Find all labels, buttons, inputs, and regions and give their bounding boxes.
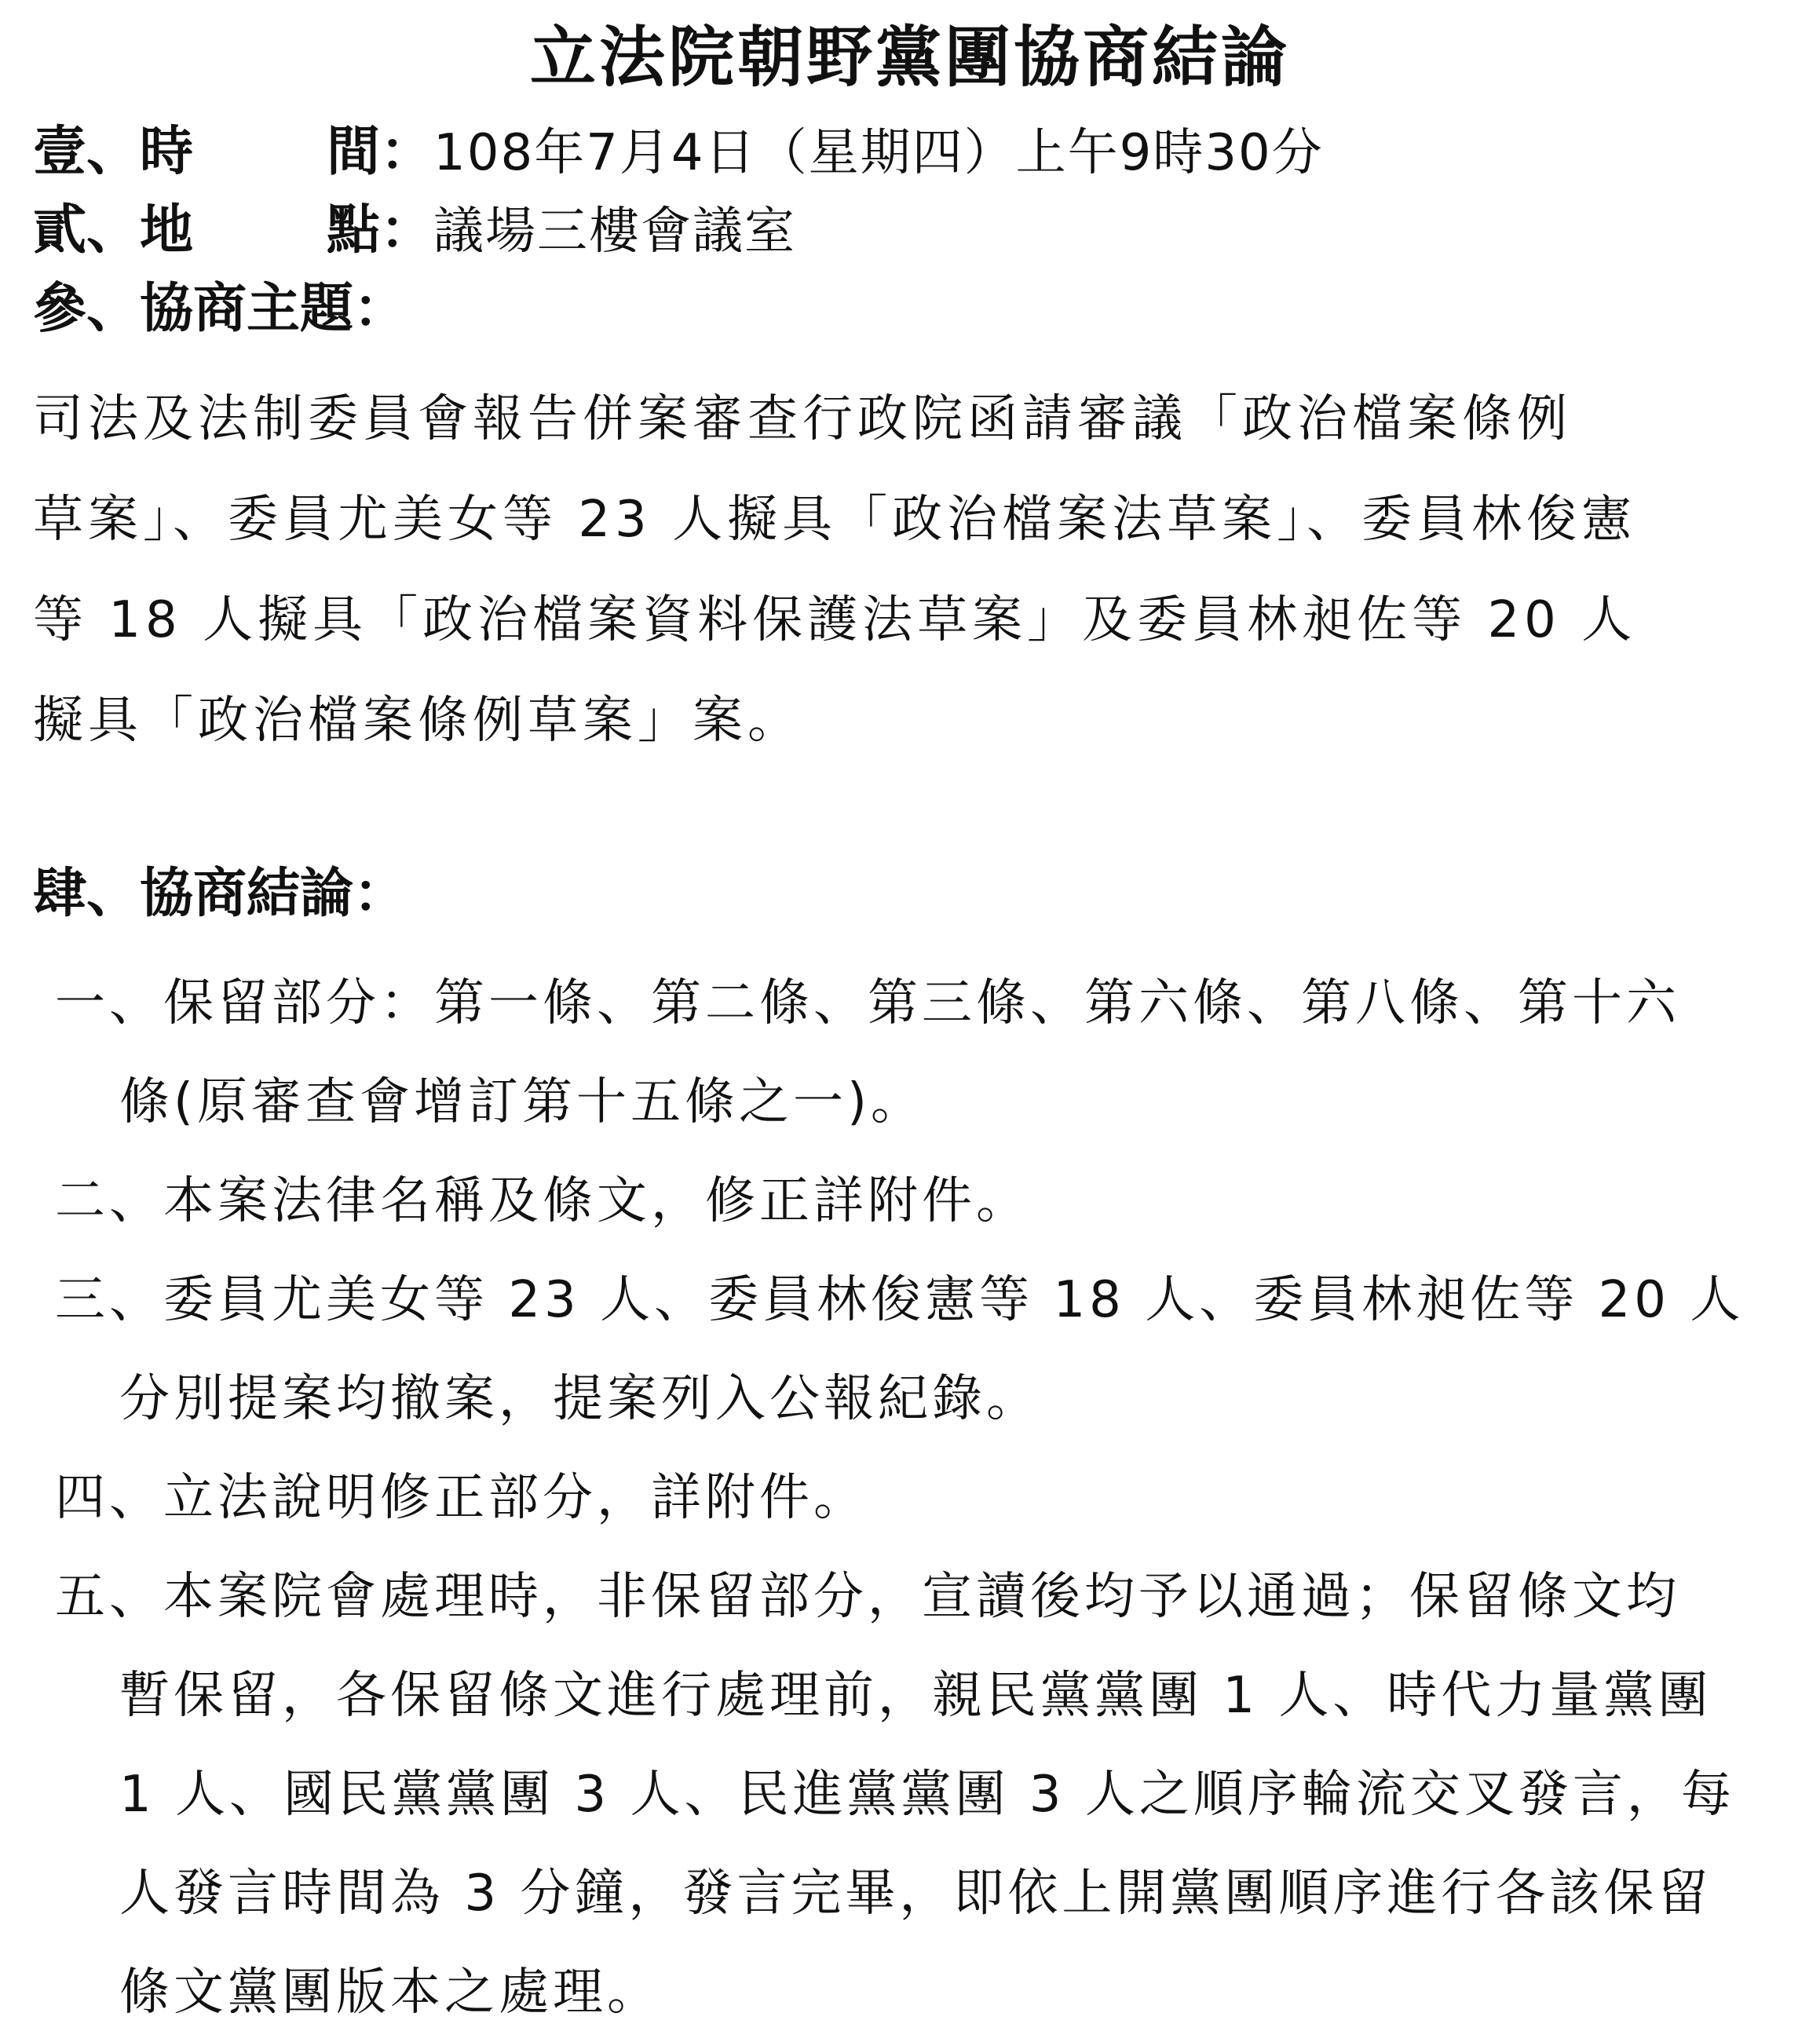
topic-line: 擬具「政治檔案條例草案」案。 — [33, 692, 802, 750]
topic-line: 司法及法制委員會報告併案審查行政院函請審議「政治檔案條例 — [33, 390, 1572, 448]
time-label-b: 間： — [327, 120, 434, 183]
time-value: 108年7月4日（星期四）上午9時30分 — [433, 124, 1324, 182]
conclusion-item — [55, 954, 1782, 1152]
conclusion-list — [55, 954, 1782, 2042]
time-label-a: 壹、時 — [33, 120, 194, 183]
conclusion-item — [55, 1547, 1782, 2042]
conclusion-item-line: 四、立法說明修正部分，詳附件。 — [55, 1469, 868, 1527]
conclusion-item-line: 三、委員尤美女等 23 人、委員林俊憲等 18 人、委員林昶佐等 20 人 — [55, 1271, 1745, 1329]
conclusion-item-line: 暫保留，各保留條文進行處理前，親民黨黨團 1 人、時代力量黨團 — [119, 1667, 1712, 1725]
topic-heading: 參、協商主題： — [33, 277, 407, 340]
place-label-b: 點： — [327, 199, 434, 261]
conclusion-item-line: 條文黨團版本之處理。 — [119, 1963, 661, 2022]
place-value: 議場三樓會議室 — [433, 203, 797, 261]
conclusion-item — [55, 1152, 1782, 1251]
place-row — [33, 192, 796, 269]
conclusion-heading: 肆、協商結論： — [33, 862, 407, 925]
topic-line: 等 18 人擬具「政治檔案資料保護法草案」及委員林昶佐等 20 人 — [33, 591, 1637, 649]
place-label-a: 貳、地 — [33, 199, 194, 261]
document-title: 立法院朝野黨團協商結論 — [529, 18, 1290, 96]
topic-line: 草案」、委員尤美女等 23 人擬具「政治檔案法草案」、委員林俊憲 — [33, 491, 1637, 549]
conclusion-item-line: 二、本案法律名稱及條文，修正詳附件。 — [55, 1172, 1030, 1230]
conclusion-item — [55, 1448, 1782, 1547]
time-row — [33, 114, 1324, 191]
conclusion-item-line: 1 人、國民黨黨團 3 人、民進黨黨團 3 人之順序輪流交叉發言，每 — [119, 1766, 1735, 1824]
topic-paragraph — [33, 369, 1784, 771]
conclusion-item-line: 一、保留部分：第一條、第二條、第三條、第六條、第八條、第十六 — [55, 974, 1680, 1032]
conclusion-item-line: 人發言時間為 3 分鐘，發言完畢，即依上開黨團順序進行各該保留 — [119, 1865, 1712, 1923]
conclusion-item-line: 分別提案均撤案，提案列入公報紀錄。 — [119, 1370, 1040, 1428]
conclusion-item-line: 五、本案院會處理時，非保留部分，宣讀後均予以通過；保留條文均 — [55, 1568, 1680, 1626]
conclusion-item-line: 條(原審查會增訂第十五條之一)。 — [119, 1073, 925, 1131]
conclusion-item — [55, 1251, 1782, 1448]
